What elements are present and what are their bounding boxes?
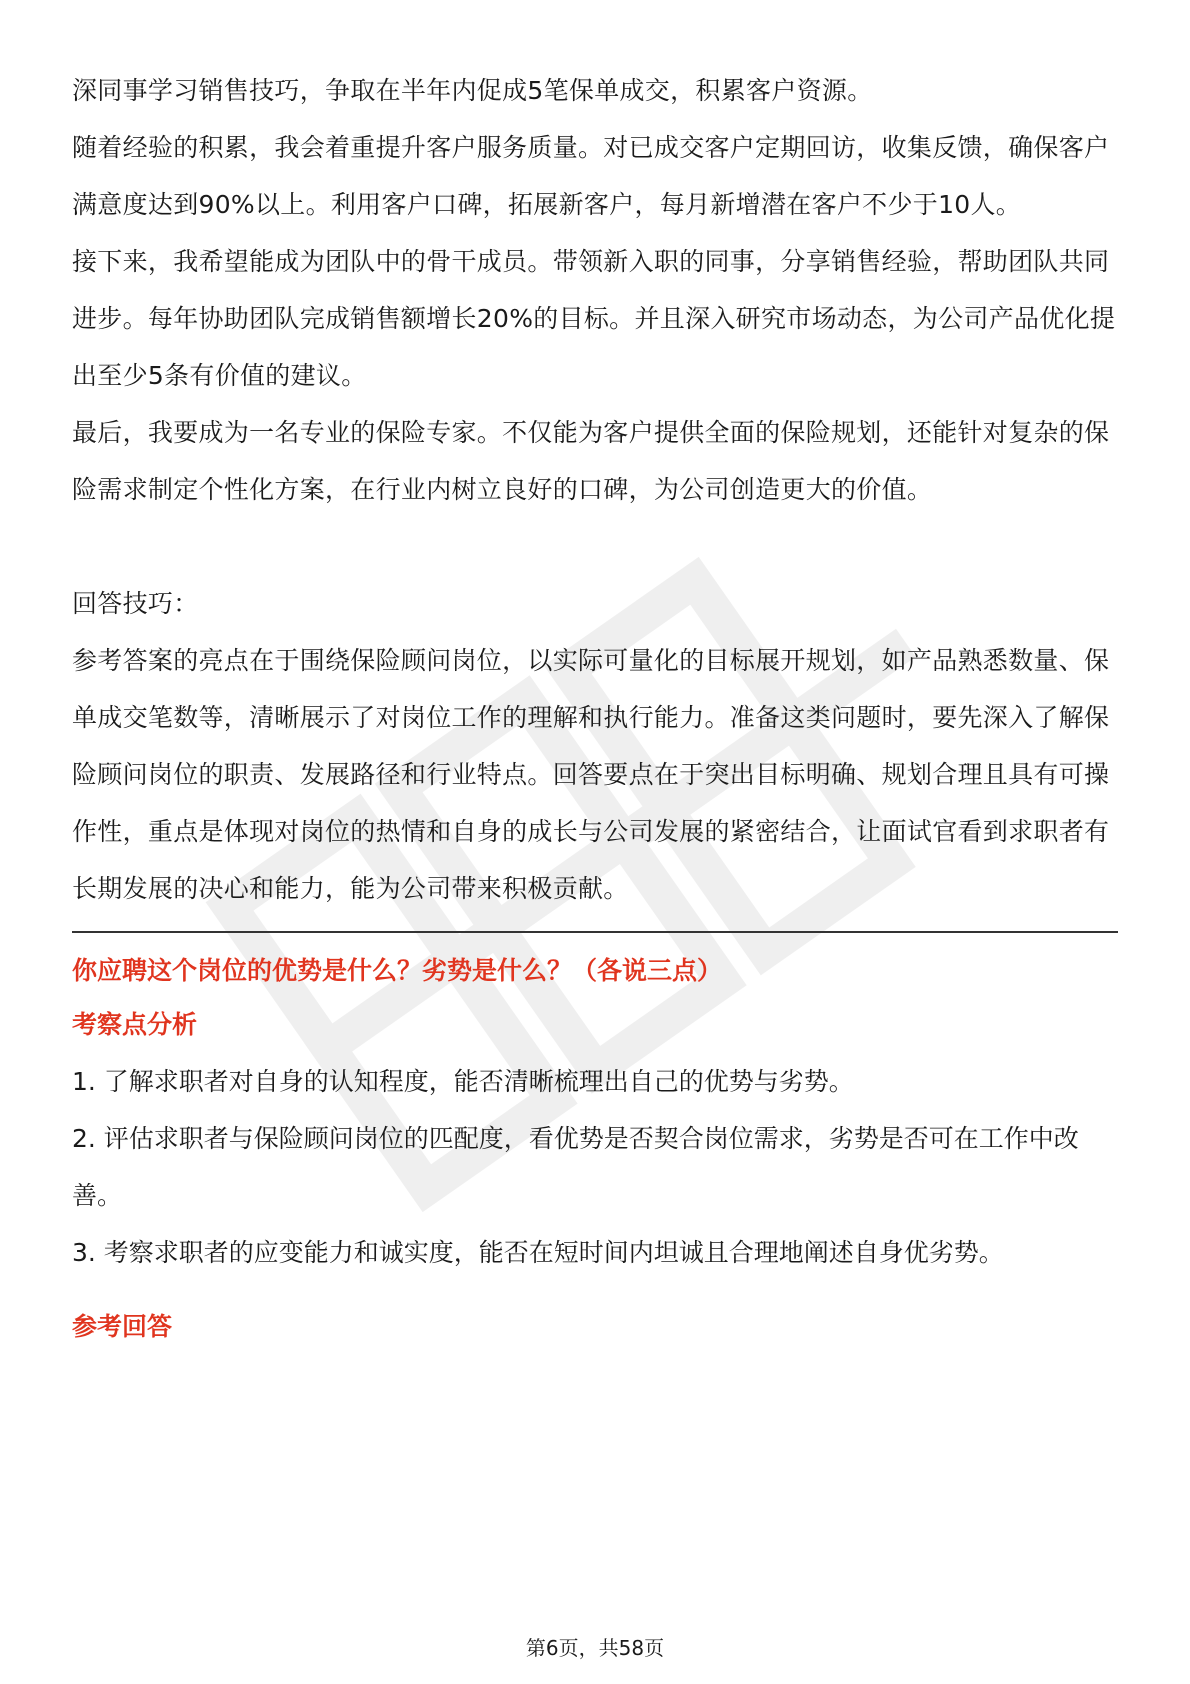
tips-heading: 回答技巧： <box>72 589 199 618</box>
analysis-item-1: 1. 了解求职者对自身的认知程度，能否清晰梳理出自己的优势与劣势。 <box>72 1067 854 1096</box>
tips-body: 参考答案的亮点在于围绕保险顾问岗位，以实际可量化的目标展开规划，如产品熟悉数量、保单成交笔数等，清晰展示了对岗位工作的理解和执行能力。准备这类问题时，要先深入了解保险顾问岗位的职责、发展路径和行业特点。回答要点在于突出目标明确、规划合理且具有可操作性，重点是体现对岗位的热情和自身的成长与公司发展的紧密结合，让面试官看到求职者有长期发展的决心和能力，能为公司带来积极贡献。 <box>72 646 1110 903</box>
analysis-item-3: 3. 考察求职者的应变能力和诚实度，能否在短时间内坦诚且合理地阐述自身优劣势。 <box>72 1238 1004 1267</box>
question-title: 你应聘这个岗位的优势是什么？劣势是什么？（各说三点） <box>72 956 723 985</box>
page-number: 第6页，共58页 <box>525 1636 665 1660</box>
analysis-item-2: 2. 评估求职者与保险顾问岗位的匹配度，看优势是否契合岗位需求，劣势是否可在工作中改善。 <box>72 1124 1079 1210</box>
analysis-heading: 考察点分析 <box>72 1010 198 1039</box>
paragraph-2: 随着经验的积累，我会着重提升客户服务质量。对已成交客户定期回访，收集反馈，确保客户满意度达到90%以上。利用客户口碑，拓展新客户，每月新增潜在客户不少于10人。 <box>72 133 1110 219</box>
section-divider <box>72 931 1118 933</box>
paragraph-1: 深同事学习销售技巧，争取在半年内促成5笔保单成交，积累客户资源。 <box>72 76 873 105</box>
reference-heading: 参考回答 <box>72 1312 173 1341</box>
blank-line <box>72 518 1118 575</box>
paragraph-3: 接下来，我希望能成为团队中的骨干成员。带领新入职的同事，分享销售经验，帮助团队共同进步。每年协助团队完成销售额增长20%的目标。并且深入研究市场动态，为公司产品优化提出至少5条有价值的建议。 <box>72 247 1116 390</box>
paragraph-4: 最后，我要成为一名专业的保险专家。不仅能为客户提供全面的保险规划，还能针对复杂的保险需求制定个性化方案，在行业内树立良好的口碑，为公司创造更大的价值。 <box>72 418 1110 504</box>
document-page <box>72 62 1118 1355</box>
